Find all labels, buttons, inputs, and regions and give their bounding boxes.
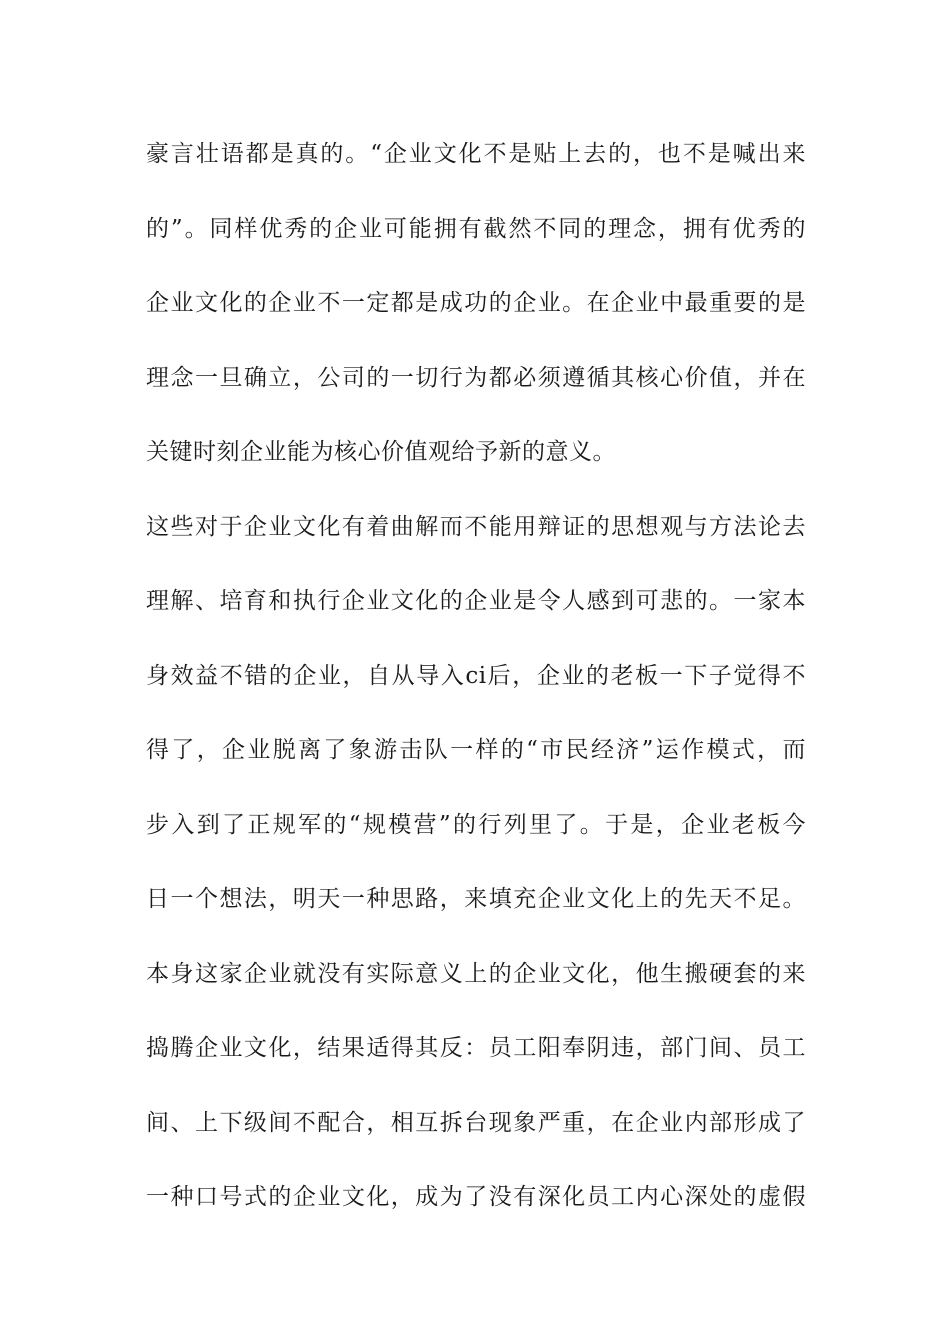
text-line: 步入到了正规军的“规模营”的行列里了。于是，企业老板今 <box>146 811 806 838</box>
text-line: 的”。同样优秀的企业可能拥有截然不同的理念，拥有优秀的 <box>146 215 806 242</box>
body-text <box>146 130 806 1248</box>
text-line: 捣腾企业文化，结果适得其反：员工阳奉阴违，部门间、员工 <box>146 1035 806 1061</box>
text-line: 一种口号式的企业文化，成为了没有深化员工内心深处的虚假 <box>146 1184 806 1210</box>
text-line: 身效益不错的企业，自从导入ci后，企业的老板一下子觉得不 <box>146 662 806 689</box>
text-line: 得了，企业脱离了象游击队一样的“市民经济”运作模式，而 <box>146 737 806 763</box>
text-line: 关键时刻企业能为核心价值观给予新的意义。 <box>146 439 616 465</box>
text-line: 企业文化的企业不一定都是成功的企业。在企业中最重要的是 <box>146 290 806 316</box>
text-line: 日一个想法，明天一种思路，来填充企业文化上的先天不足。 <box>146 886 806 912</box>
text-line: 理念一旦确立，公司的一切行为都必须遵循其核心价值，并在 <box>146 364 806 391</box>
text-line: 本身这家企业就没有实际意义上的企业文化，他生搬硬套的来 <box>146 960 806 987</box>
text-line: 豪言壮语都是真的。“企业文化不是贴上去的，也不是喊出来 <box>146 141 806 167</box>
text-line: 间、上下级间不配合，相互拆台现象严重，在企业内部形成了 <box>146 1109 806 1136</box>
text-line: 这些对于企业文化有着曲解而不能用辩证的思想观与方法论去 <box>146 513 806 540</box>
text-line: 理解、培育和执行企业文化的企业是令人感到可悲的。一家本 <box>146 588 806 614</box>
